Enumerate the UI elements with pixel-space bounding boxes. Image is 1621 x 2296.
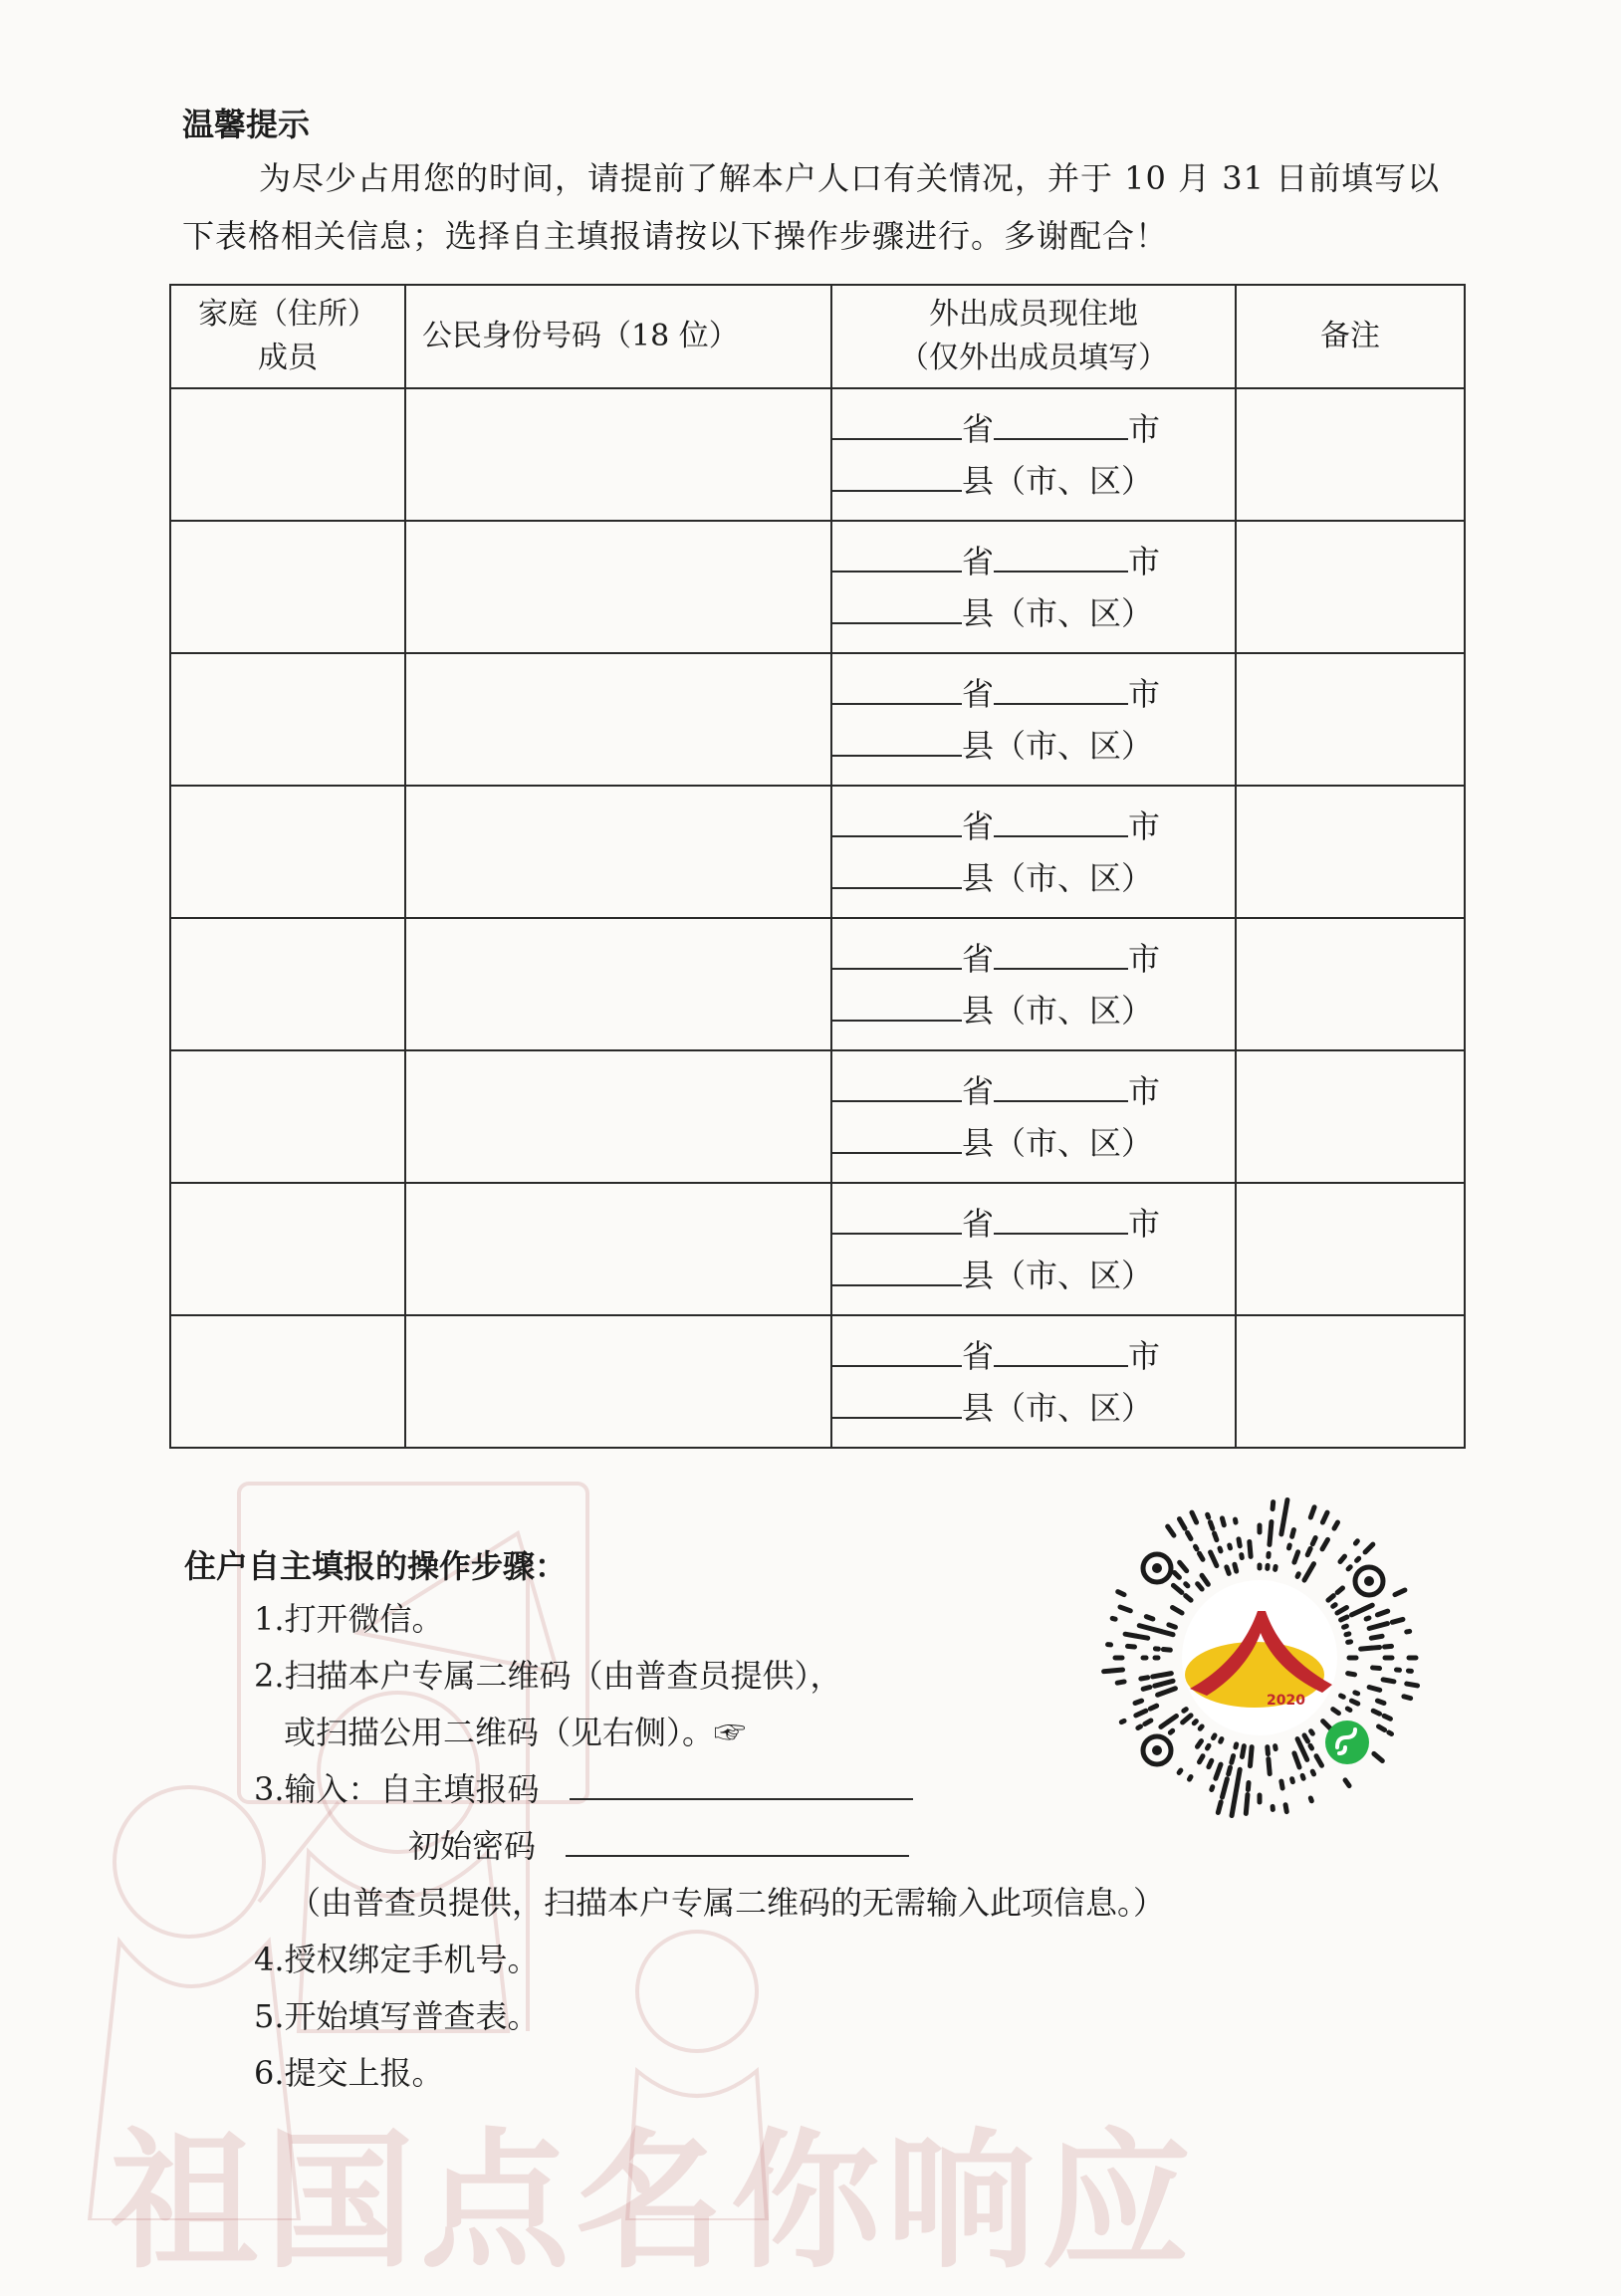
step-2a: 2.扫描本户专属二维码（由普查员提供），	[184, 1648, 1165, 1705]
city-label: 市	[1128, 1337, 1160, 1375]
header-current-address	[831, 285, 1236, 388]
member-name-cell[interactable]	[170, 1315, 405, 1448]
finder-pattern-right	[1355, 1567, 1383, 1595]
address-cell[interactable]	[831, 388, 1236, 521]
county-label: 县（市、区）	[962, 462, 1153, 500]
city-label: 市	[1128, 1205, 1160, 1243]
id-number-cell[interactable]	[405, 653, 831, 786]
address-cell[interactable]	[831, 1050, 1236, 1183]
census-logo	[1182, 1580, 1337, 1735]
id-number-cell[interactable]	[405, 1183, 831, 1315]
header-address-line2: （仅外出成员填写）	[832, 337, 1235, 380]
note-cell[interactable]	[1236, 786, 1465, 918]
finder-pattern-bottom	[1143, 1736, 1171, 1764]
step-3-code-label: 3.输入：自主填报码	[254, 1770, 540, 1808]
table-row	[170, 653, 1465, 786]
province-label: 省	[962, 410, 994, 448]
province-label: 省	[962, 675, 994, 713]
city-label: 市	[1128, 543, 1160, 580]
address-cell[interactable]	[831, 521, 1236, 653]
note-cell[interactable]	[1236, 521, 1465, 653]
step-3-code-line	[184, 1761, 1165, 1818]
note-cell[interactable]	[1236, 918, 1465, 1050]
header-id-number: 公民身份号码（18 位）	[405, 285, 831, 388]
self-report-code-field[interactable]	[570, 1768, 913, 1800]
city-label: 市	[1128, 675, 1160, 713]
step-3-password-label: 初始密码	[408, 1827, 536, 1865]
tip-title: 温馨提示	[182, 100, 310, 145]
header-member	[170, 285, 405, 388]
public-mini-program-code[interactable]	[1095, 1493, 1424, 1822]
step-6: 6.提交上报。	[184, 2045, 1165, 2102]
table-row	[170, 1050, 1465, 1183]
table-header-row	[170, 285, 1465, 388]
id-number-cell[interactable]	[405, 918, 831, 1050]
mini-program-icon	[1325, 1721, 1369, 1764]
table-row	[170, 918, 1465, 1050]
address-cell[interactable]	[831, 653, 1236, 786]
province-label: 省	[962, 543, 994, 580]
province-label: 省	[962, 807, 994, 845]
province-label: 省	[962, 1205, 994, 1243]
county-label: 县（市、区）	[962, 992, 1153, 1030]
step-2b: 或扫描公用二维码（见右侧）。☞	[184, 1705, 1165, 1761]
address-cell[interactable]	[831, 918, 1236, 1050]
id-number-cell[interactable]	[405, 521, 831, 653]
header-note: 备注	[1236, 285, 1465, 388]
city-label: 市	[1128, 940, 1160, 978]
county-label: 县（市、区）	[962, 727, 1153, 765]
city-label: 市	[1128, 807, 1160, 845]
header-member-line1: 家庭（住所）	[171, 293, 404, 337]
member-name-cell[interactable]	[170, 653, 405, 786]
tip-body: 为尽少占用您的时间，请提前了解本户人口有关情况，并于 10 月 31 日前填写以下表格相关信息；选择自主填报请按以下操作步骤进行。多谢配合！	[182, 149, 1467, 265]
county-label: 县（市、区）	[962, 594, 1153, 632]
step-4: 4.授权绑定手机号。	[184, 1932, 1165, 1988]
member-name-cell[interactable]	[170, 918, 405, 1050]
note-cell[interactable]	[1236, 1315, 1465, 1448]
note-cell[interactable]	[1236, 388, 1465, 521]
step-1: 1.打开微信。	[184, 1591, 1165, 1648]
address-cell[interactable]	[831, 1183, 1236, 1315]
county-label: 县（市、区）	[962, 1257, 1153, 1294]
member-name-cell[interactable]	[170, 1050, 405, 1183]
table-row	[170, 388, 1465, 521]
self-report-steps	[184, 1541, 1165, 2102]
note-cell[interactable]	[1236, 1183, 1465, 1315]
header-address-line1: 外出成员现住地	[832, 293, 1235, 337]
address-cell[interactable]	[831, 786, 1236, 918]
step-3-password-line	[184, 1818, 1165, 1875]
city-label: 市	[1128, 410, 1160, 448]
household-member-table	[169, 284, 1466, 1449]
table-row	[170, 1315, 1465, 1448]
member-name-cell[interactable]	[170, 1183, 405, 1315]
county-label: 县（市、区）	[962, 1124, 1153, 1162]
table-row	[170, 521, 1465, 653]
table-row	[170, 786, 1465, 918]
id-number-cell[interactable]	[405, 1315, 831, 1448]
id-number-cell[interactable]	[405, 1050, 831, 1183]
steps-heading: 住户自主填报的操作步骤：	[184, 1541, 1165, 1587]
province-label: 省	[962, 1337, 994, 1375]
logo-year-text: 2020	[1267, 1693, 1305, 1709]
county-label: 县（市、区）	[962, 859, 1153, 897]
note-cell[interactable]	[1236, 1050, 1465, 1183]
step-3-note: （由普查员提供，扫描本户专属二维码的无需输入此项信息。）	[184, 1875, 1165, 1932]
header-member-line2: 成员	[171, 337, 404, 380]
step-5: 5.开始填写普查表。	[184, 1988, 1165, 2045]
note-cell[interactable]	[1236, 653, 1465, 786]
table-row	[170, 1183, 1465, 1315]
finder-pattern-top	[1143, 1554, 1171, 1582]
member-name-cell[interactable]	[170, 786, 405, 918]
province-label: 省	[962, 1072, 994, 1110]
address-cell[interactable]	[831, 1315, 1236, 1448]
city-label: 市	[1128, 1072, 1160, 1110]
id-number-cell[interactable]	[405, 388, 831, 521]
province-label: 省	[962, 940, 994, 978]
initial-password-field[interactable]	[566, 1825, 909, 1857]
id-number-cell[interactable]	[405, 786, 831, 918]
member-name-cell[interactable]	[170, 388, 405, 521]
background-slogan: 祖国点名你响应	[110, 2081, 1197, 2296]
county-label: 县（市、区）	[962, 1389, 1153, 1427]
member-name-cell[interactable]	[170, 521, 405, 653]
